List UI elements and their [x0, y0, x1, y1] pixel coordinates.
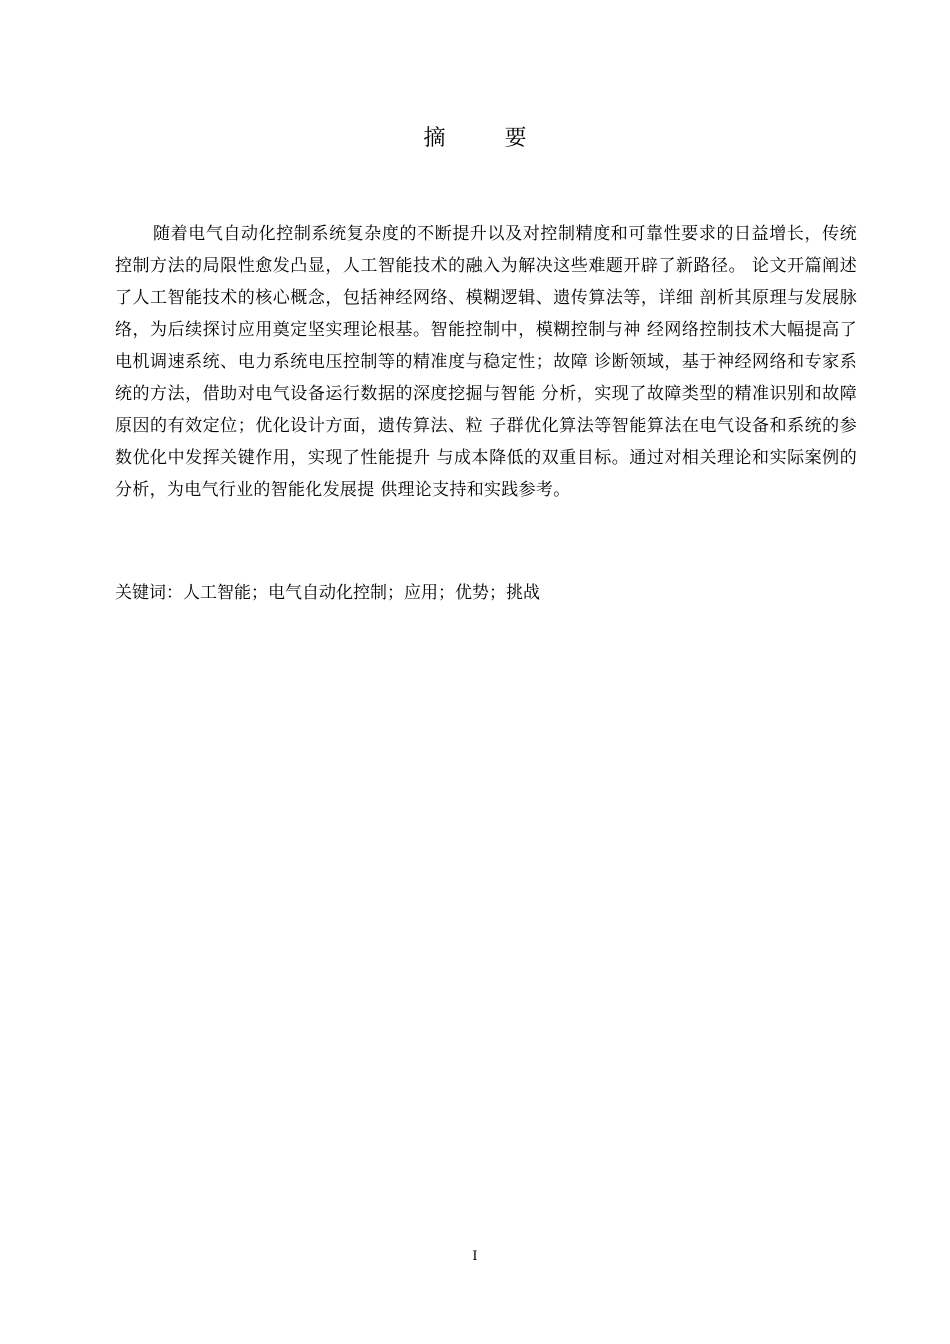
abstract-body: 随着电气自动化控制系统复杂度的不断提升以及对控制精度和可靠性要求的日益增长，传统控制方法的局限性愈发凸显，人工智能技术的融入为解决这些难题开辟了新路径。 论文开篇阐述了人工智能技术的核心概念，包括神经网络、模糊逻辑、遗传算法等，详细 剖析其原理与发展脉络，为后续探讨应用奠定坚实理论根基。智能控制中，模糊控制与神 经网络控制技术大幅提高了电机调速系统、电力系统电压控制等的精准度与稳定性；故障 诊断领域，基于神经网络和专家系统的方法，借助对电气设备运行数据的深度挖掘与智能 分析，实现了故障类型的精准识别和故障原因的有效定位；优化设计方面，遗传算法、粒 子群优化算法等智能算法在电气设备和系统的参数优化中发挥关键作用，实现了性能提升 与成本降低的双重目标。通过对相关理论和实际案例的分析，为电气行业的智能化发展提 供理论支持和实践参考。 — [115, 224, 857, 500]
keywords-list: 人工智能；电气自动化控制；应用；优势；挑战 — [183, 583, 540, 603]
page-number: I — [472, 1249, 478, 1264]
keywords-label: 关键词： — [115, 583, 183, 603]
abstract-title: 摘 要 — [423, 126, 553, 151]
keywords-line — [115, 579, 857, 607]
